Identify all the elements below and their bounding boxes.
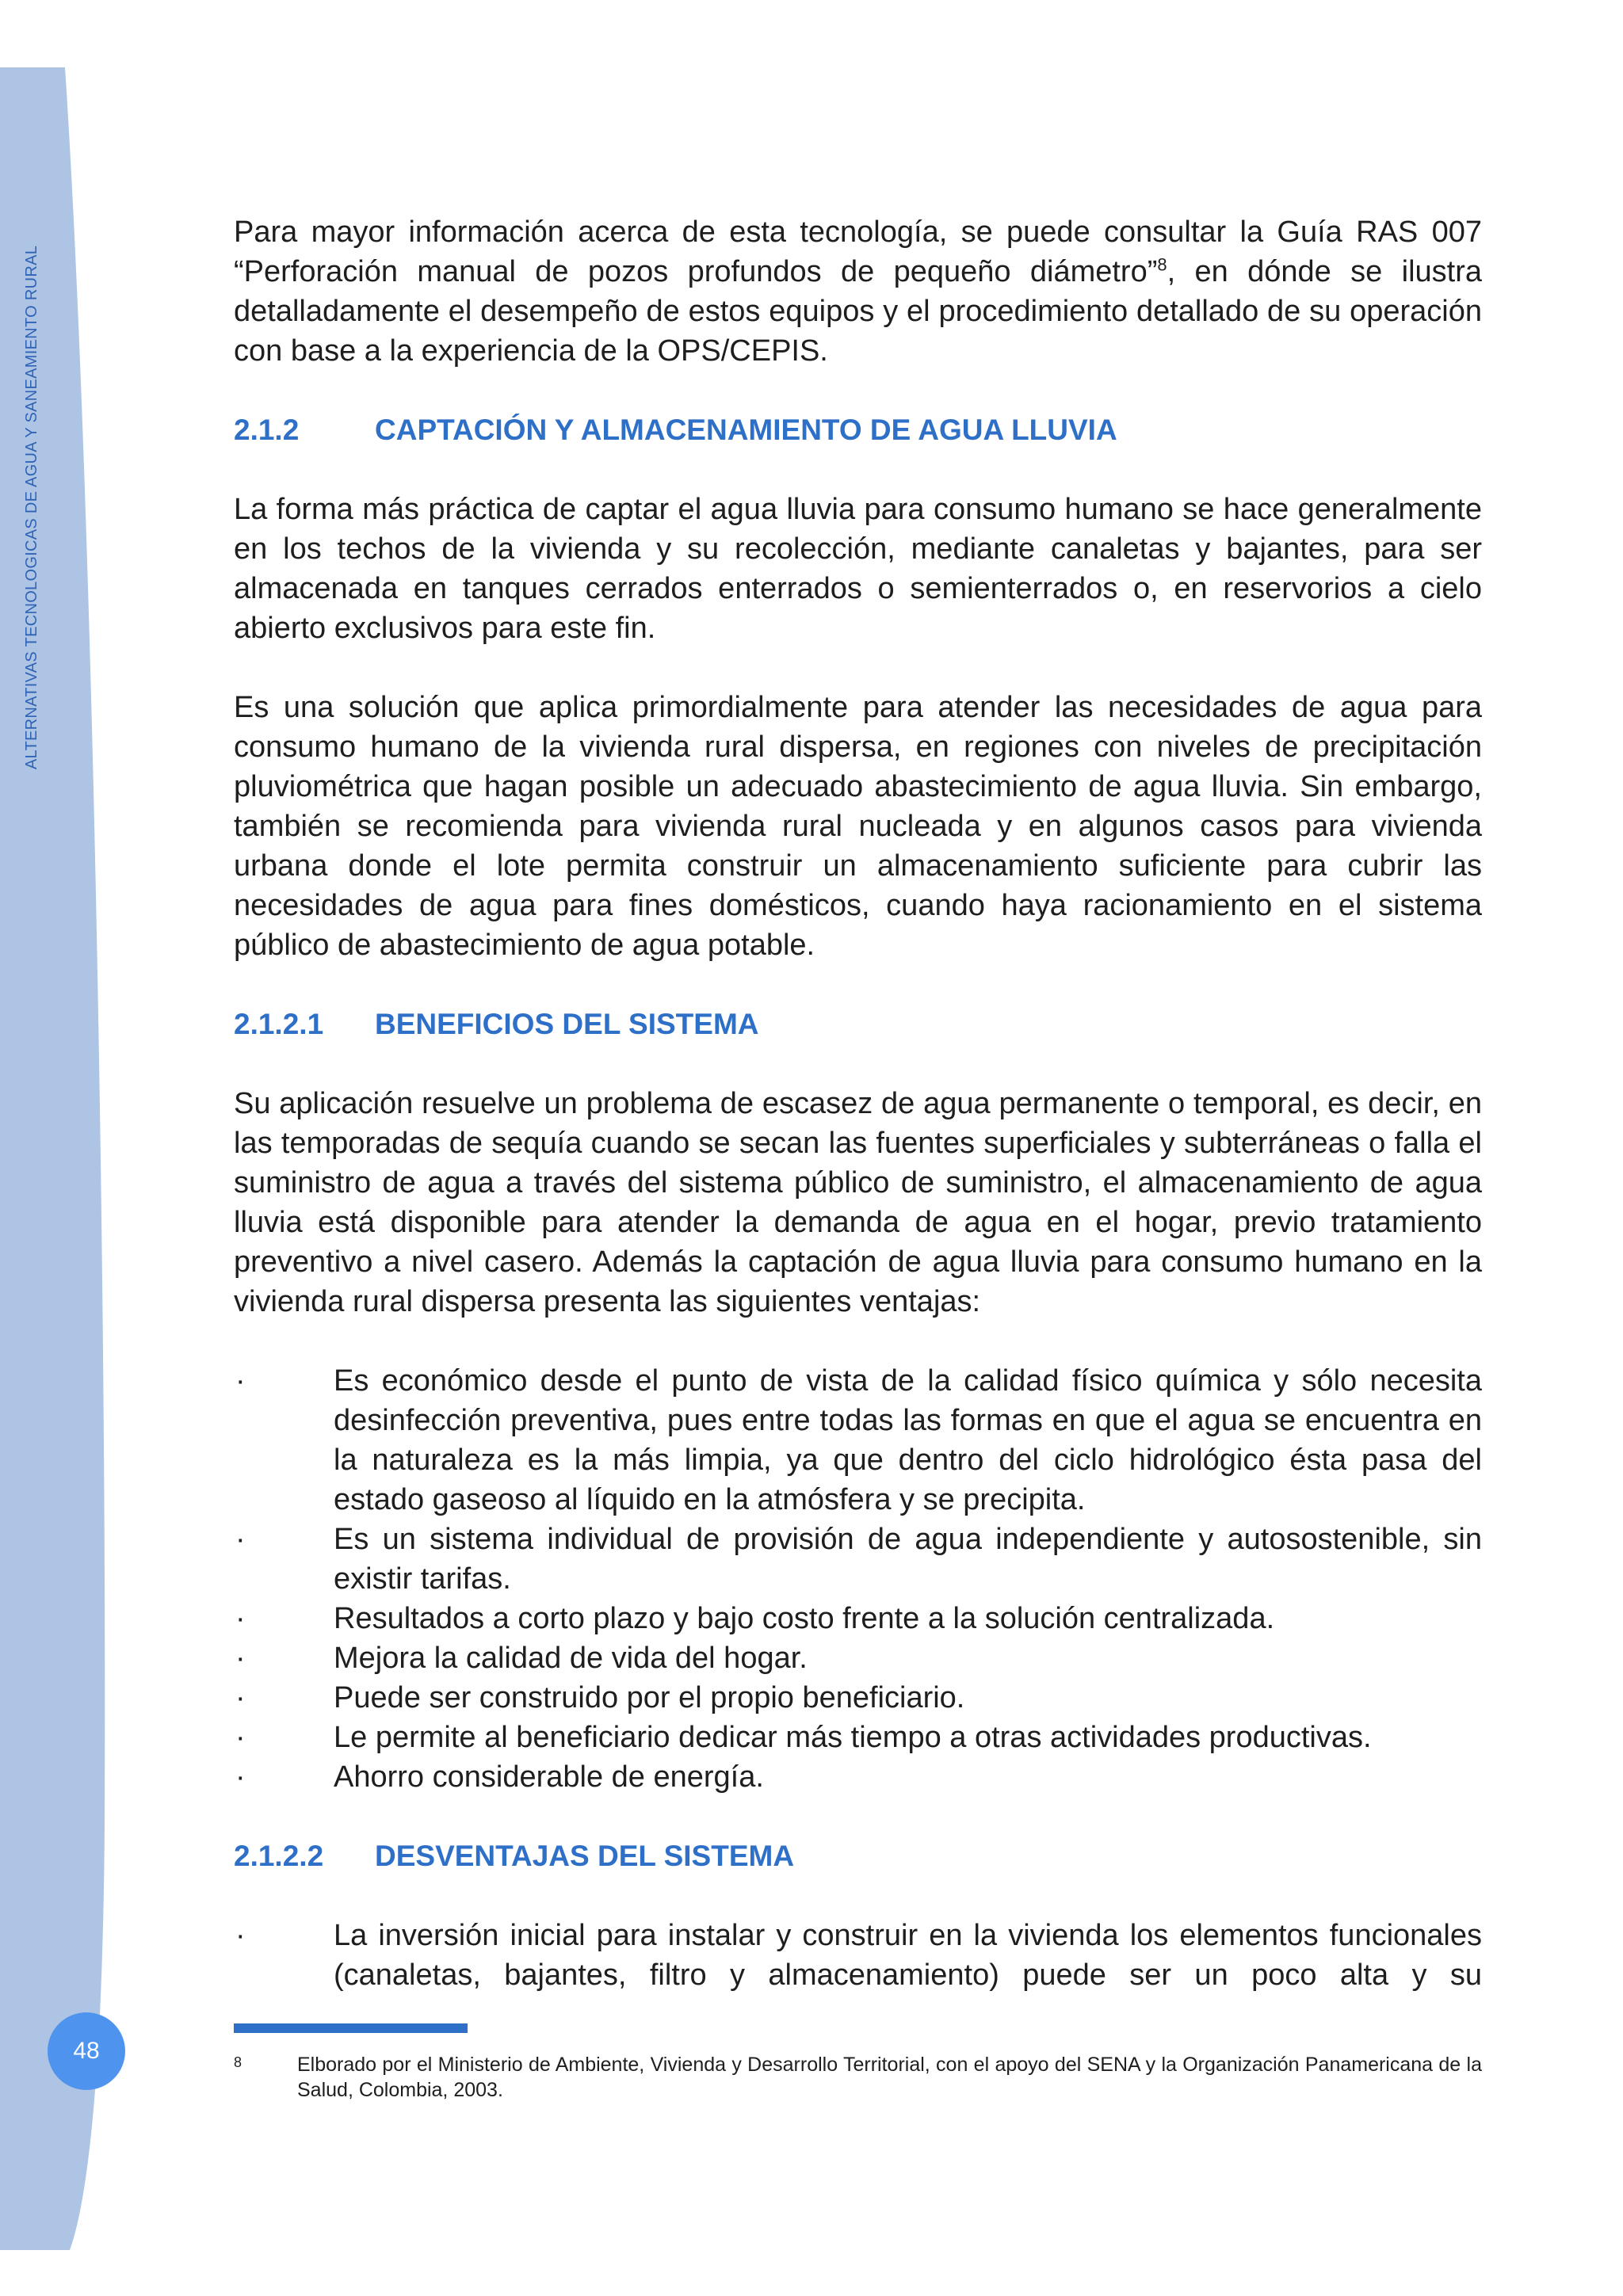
list-item: · Mejora la calidad de vida del hogar. bbox=[234, 1638, 1482, 1678]
footnote-reference[interactable]: 8 bbox=[1157, 254, 1167, 275]
list-item: · Es económico desde el punto de vista de la calidad físico química y sólo necesita desinfección preventiva, pues entre todas las formas en que el agua se encuentra en la naturaleza es la más limpia, ya que dentro del ciclo hidrológico ésta pasa del estado gaseoso al líquido en la atmósfera y se precipita. bbox=[234, 1361, 1482, 1520]
section-heading-2-1-2 bbox=[234, 410, 1482, 450]
footnote-number: 8 bbox=[234, 2054, 242, 2070]
list-item: · Es un sistema individual de provisión de agua independiente y autosostenible, sin existir tarifas. bbox=[234, 1520, 1482, 1599]
list-item: · Puede ser construido por el propio beneficiario. bbox=[234, 1678, 1482, 1718]
bullet-marker: · bbox=[235, 1602, 246, 1635]
side-band-shape bbox=[0, 0, 119, 2296]
section-title: CAPTACIÓN Y ALMACENAMIENTO DE AGUA LLUVIA bbox=[375, 414, 1117, 446]
bullet-marker: · bbox=[235, 1721, 246, 1754]
list-item: · Resultados a corto plazo y bajo costo frente a la solución centralizada. bbox=[234, 1599, 1482, 1638]
list-item: · Ahorro considerable de energía. bbox=[234, 1757, 1482, 1797]
intro-text-end: , en dónde se ilustra detalladamente el desempeño de estos equipos y el procedimiento detallado de su operación con base a la experiencia de la OPS/CEPIS. bbox=[234, 255, 1482, 368]
running-title bbox=[19, 222, 46, 792]
section-number: 2.1.2 bbox=[234, 414, 300, 446]
section-number: 2.1.2.2 bbox=[234, 1840, 324, 1872]
bullet-marker: · bbox=[235, 1681, 246, 1714]
list-item: · Le permite al beneficiario dedicar más tiempo a otras actividades productivas. bbox=[234, 1718, 1482, 1757]
list-item: · La inversión inicial para instalar y construir en la vivienda los elementos funcionales (canaletas, bajantes, filtro y almacenamiento) puede ser un poco alta y su bbox=[234, 1916, 1482, 1995]
running-title-text: ALTERNATIVAS TECNOLOGICAS DE AGUA Y SANEAMIENTO RURAL bbox=[23, 245, 41, 769]
main-content bbox=[234, 212, 1482, 1995]
section-number: 2.1.2.1 bbox=[234, 1008, 324, 1040]
footnote-text: Elborado por el Ministerio de Ambiente, Vivienda y Desarrollo Territorial, con el apoyo del SENA y la Organización Panamericana de la Salud, Colombia, 2003. bbox=[297, 2054, 1482, 2101]
section-heading-2-1-2-1 bbox=[234, 1005, 1482, 1044]
section-title: DESVENTAJAS DEL SISTEMA bbox=[375, 1840, 795, 1872]
page-number: 48 bbox=[48, 2012, 125, 2090]
footnote-divider bbox=[234, 2023, 468, 2033]
section-heading-2-1-2-2 bbox=[234, 1836, 1482, 1876]
footnote bbox=[234, 2052, 1482, 2103]
side-band bbox=[0, 0, 119, 2296]
paragraph-rural-application: Es una solución que aplica primordialmente para atender las necesidades de agua para consumo humano de la vivienda rural dispersa, en regiones con niveles de precipitación pluviométrica que hagan posible un adecuado abastecimiento de agua lluvia. Sin embargo, también se recomienda para vivienda rural nucleada y en algunos casos para vivienda urbana donde el lote permita construir un almacenamiento suficiente para cubrir las necesidades de agua para fines domésticos, cuando haya racionamiento en el sistema público de abastecimiento de agua potable. bbox=[234, 691, 1482, 962]
paragraph-rainwater-capture: La forma más práctica de captar el agua lluvia para consumo humano se hace generalmente en los techos de la vivienda y su recolección, mediante canaletas y bajantes, para ser almacenada en tanques cerrados enterrados o semienterrados o, en reservorios a cielo abierto exclusivos para este fin. bbox=[234, 493, 1482, 645]
bullet-marker: · bbox=[235, 1919, 246, 1952]
bullet-marker: · bbox=[235, 1364, 246, 1398]
paragraph-benefits: Su aplicación resuelve un problema de escasez de agua permanente o temporal, es decir, en las temporadas de sequía cuando se secan las fuentes superficiales y subterráneas o falla el suministro de agua a través del sistema público de suministro, el almacenamiento de agua lluvia está disponible para atender la demanda de agua en el hogar, previo tratamiento preventivo a nivel casero. Además la captación de agua lluvia para consumo humano en la vivienda rural dispersa presenta las siguientes ventajas: bbox=[234, 1087, 1482, 1318]
benefits-list bbox=[234, 1361, 1482, 1797]
bullet-marker: · bbox=[235, 1642, 246, 1675]
intro-paragraph bbox=[234, 212, 1482, 371]
bullet-marker: · bbox=[235, 1760, 246, 1794]
section-title: BENEFICIOS DEL SISTEMA bbox=[375, 1008, 759, 1040]
disadvantages-list bbox=[234, 1916, 1482, 1995]
intro-text-start: Para mayor información acerca de esta tecnología, se puede consultar la Guía RAS 007 “Perforación manual de pozos profundos de pequeño diámetro” bbox=[234, 215, 1482, 288]
bullet-marker: · bbox=[235, 1523, 246, 1556]
